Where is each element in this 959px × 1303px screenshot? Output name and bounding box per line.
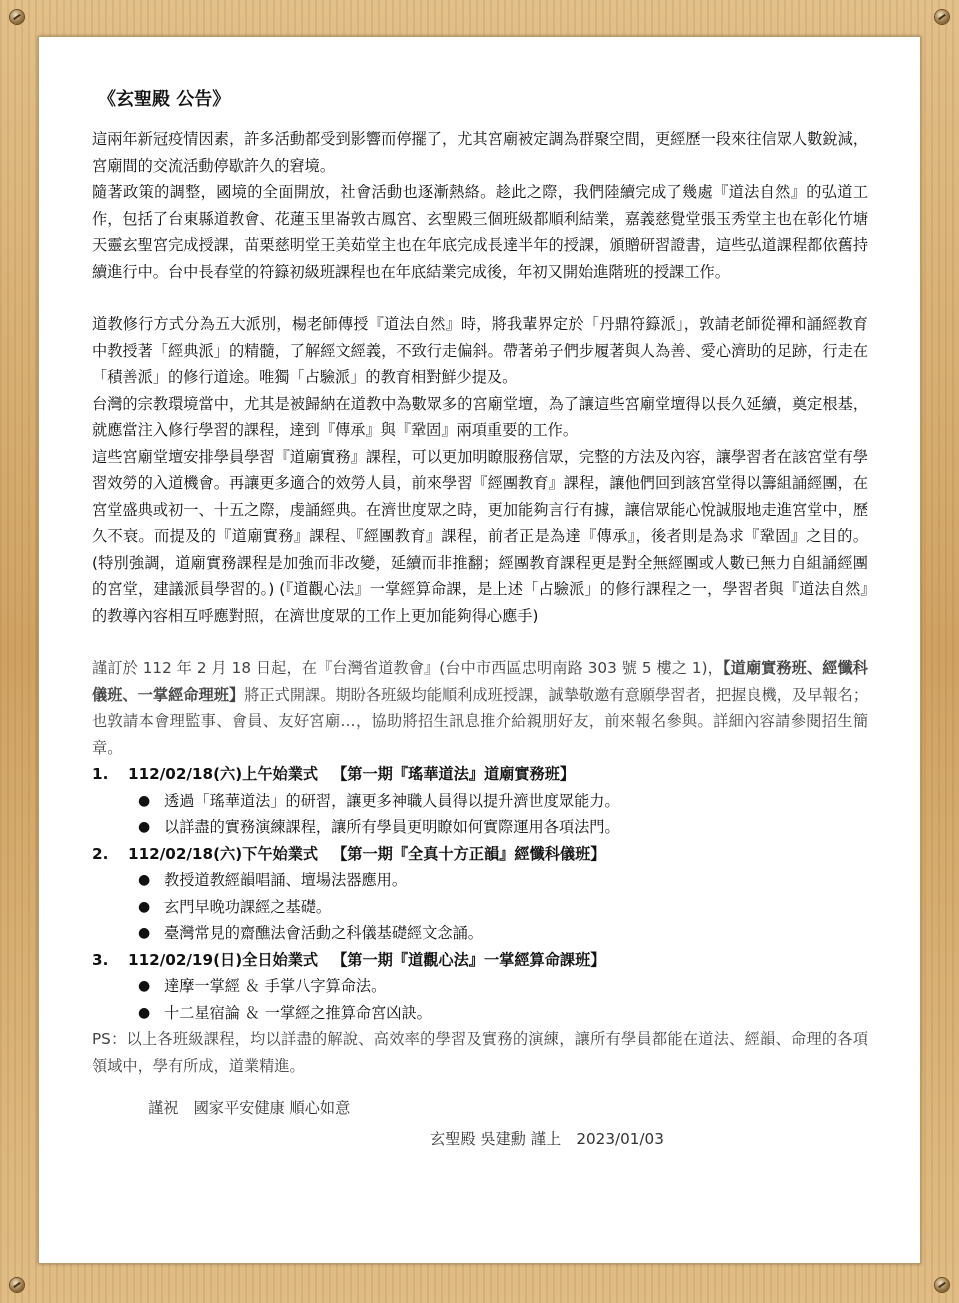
announcement-lead: 謹訂於 112 年 2 月 18 日起，在『台灣省道教會』(台中市西區忠明南路 303 號 5 樓之 1)， [92, 659, 723, 677]
screw-icon [935, 10, 949, 24]
course-detail: ● 十二星宿論 ＆ 一掌經之推算命宮凶訣。 [138, 1000, 868, 1027]
course-name: 【第一期『瑤華道法』道廟實務班】 [332, 765, 576, 783]
course-detail: ● 玄門早晚功課經之基礎。 [138, 894, 868, 921]
course-number: 3. [92, 950, 109, 969]
paragraph-announcement [92, 655, 868, 761]
announcement-tail: 將正式開課。期盼各班級均能順利成班授課，誠摯敬邀有意願學習者，把握良機，及早報名；也敦請本會理監事、會員、友好宮廟…，協助將招生訊息推介給親朋好友，前來報名參與。詳細內容請參閱招生簡章。 [92, 685, 869, 757]
paragraph-pandemic: 這兩年新冠疫情因素，許多活動都受到影響而停擺了，尤其宮廟被定調為群聚空間，更經歷一段來往信眾人數銳減，宮廟間的交流活動停歇許久的窘境。 [92, 130, 868, 175]
notice-title: 《玄聖殿 公告》 [98, 89, 231, 110]
course-detail: ● 達摩一掌經 ＆ 手掌八字算命法。 [138, 973, 868, 1000]
course-item [92, 761, 868, 841]
course-heading [92, 841, 868, 868]
paragraph-schools: 道教修行方式分為五大派別，楊老師傳授『道法自然』時，將我輩界定於「丹鼎符籙派」，敦請老師從禪和誦經教育中教授著「經典派」的精髓，了解經文經義，不致行走偏斜。帶著弟子們步履著與人為善、愛心濟助的足跡，行走在「積善派」的修行道途。唯獨「占驗派」的教育相對鮮少提及。 [92, 315, 868, 386]
course-detail: ● 以詳盡的實務演練課程，讓所有學員更明瞭如何實際運用各項法門。 [138, 814, 868, 841]
paragraph-progress: 隨著政策的調整，國境的全面開放，社會活動也逐漸熱絡。趁此之際，我們陸續完成了幾處『道法自然』的弘道工作，包括了台東縣道教會、花蓮玉里崙敦古鳳宮、玄聖殿三個班級都順利結業，嘉義慈覺堂張玉秀堂主也在彰化竹塘天靈玄聖宮完成授課，苗栗慈明堂王美茹堂主也在年底完成長達半年的授課，頒贈研習證書，這些弘道課程都依舊持續進行中。台中長春堂的符籙初級班課程也在年底結業完成後，年初又開始進階班的授課工作。 [92, 183, 868, 281]
course-detail: ● 教授道教經韻唱誦、壇場法器應用。 [138, 867, 868, 894]
course-heading [92, 947, 868, 974]
course-number: 2. [92, 844, 109, 863]
paragraph-courses-purpose: 這些宮廟堂壇安排學員學習『道廟實務』課程，可以更加明瞭服務信眾，完整的方法及內容，讓學習者在該宮堂有學習效勞的入道機會。再讓更多適合的效勞人員，前來學習『經團教育』課程，讓他們回到該宮堂得以籌組誦經團，在宮堂盛典或初一、十五之際，虔誦經典。在濟世度眾之時，更加能夠言行有據，讓信眾能心悅誠服地走進宮堂中，歷久不衰。而提及的『道廟實務』課程、『經團教育』課程，前者正是為達『傳承』，後者則是為求『鞏固』之目的。(特別強調，道廟實務課程是加強而非改變，延續而非推翻；經團教育課程更是對全無經團或人數已無力自組誦經團的宮堂，建議派員學習的。) (『道觀心法』一掌經算命課，是上述「占驗派」的修行課程之一，學習者與『道法自然』的教導內容相互呼應對照，在濟世度眾的工作上更加能夠得心應手) [92, 447, 868, 625]
course-date: 112/02/19(日)全日始業式 [128, 950, 319, 969]
course-details [92, 867, 868, 947]
notice-content [92, 88, 868, 1152]
closing-blessing: 謹祝 國家平安健康 順心如意 [148, 1099, 351, 1117]
course-detail: ● 臺灣常見的齋醮法會活動之科儀基礎經文念誦。 [138, 920, 868, 947]
screw-icon [935, 1278, 949, 1292]
course-number: 1. [92, 765, 109, 783]
course-date: 112/02/18(六)下午始業式 [128, 844, 319, 863]
postscript: PS：以上各班級課程，均以詳盡的解說、高效率的學習及實務的演練，讓所有學員都能在道法、經韻、命理的各項領域中，學有所成，道業精進。 [92, 1030, 868, 1075]
notice-paper [38, 36, 921, 1264]
course-details [92, 973, 868, 1026]
paragraph-environment: 台灣的宗教環境當中，尤其是被歸納在道教中為數眾多的宮廟堂壇，為了讓這些宮廟堂壇得以長久延續，奠定根基，就應當注入修行學習的課程，達到『傳承』與『鞏固』兩項重要的工作。 [92, 394, 868, 439]
announcement-classes: 【道廟實務班、經懺科儀班、一掌經命理班】 [92, 659, 868, 704]
screw-icon [10, 1278, 24, 1292]
course-heading [92, 761, 868, 788]
course-list [92, 761, 868, 1026]
signature-line: 玄聖殿 吳建勳 謹上 2023/01/03 [430, 1129, 664, 1148]
course-details [92, 788, 868, 841]
course-detail: ● 透過「瑤華道法」的研習，讓更多神職人員得以提升濟世度眾能力。 [138, 788, 868, 815]
course-date: 112/02/18(六)上午始業式 [128, 765, 319, 783]
course-name: 【第一期『道觀心法』一掌經算命課班】 [332, 950, 606, 969]
course-name: 【第一期『全真十方正韻』經懺科儀班】 [332, 844, 606, 863]
course-item [92, 947, 868, 1027]
screw-icon [10, 10, 24, 24]
course-item [92, 841, 868, 947]
